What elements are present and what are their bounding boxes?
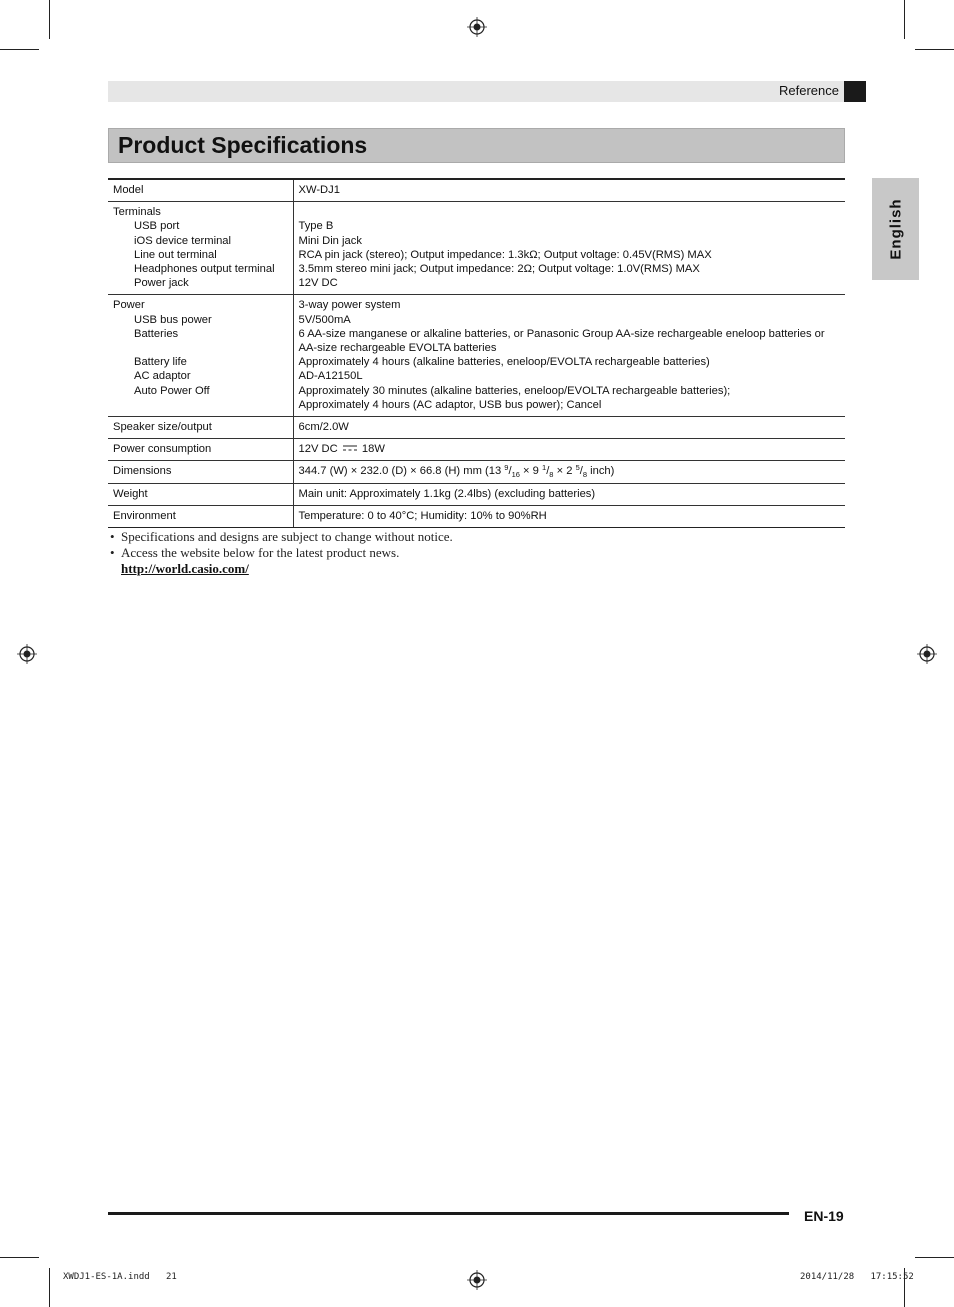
spec-value: × 2 <box>556 465 573 478</box>
section-label: Reference <box>779 83 839 98</box>
spec-value: Mini Din jack <box>298 234 362 247</box>
language-tab <box>872 178 919 280</box>
table-row <box>108 505 845 527</box>
registration-mark-icon <box>917 644 937 664</box>
language-tab-label: English <box>887 198 904 260</box>
spec-value: 344.7 (W) × 232.0 (D) × 66.8 (H) mm (13 <box>298 465 502 478</box>
spec-value: 3-way power system <box>298 299 401 312</box>
spec-sublabel: Line out terminal <box>134 248 217 261</box>
fraction-numerator: 9 <box>504 463 509 473</box>
section-marker <box>844 81 866 102</box>
table-row: Dimensions 344.7 (W) × 232.0 (D) × 66.8 (H) mm (13 $^9/_{16} \times 9$ $^1/_8 \times 2$ $^5/_8$ inch) <box>108 461 845 483</box>
table-row <box>108 483 845 505</box>
spec-label: Model <box>108 179 293 202</box>
fraction-denominator: 8 <box>549 470 554 480</box>
section-header-bar <box>108 81 866 102</box>
spec-sublabel: Battery life <box>134 356 187 369</box>
spec-value: 5V/500mA <box>298 313 351 326</box>
registration-mark-icon <box>17 644 37 664</box>
table-row <box>108 179 845 202</box>
spec-value: 18W <box>361 443 385 456</box>
slug-file: XWDJ1-ES-1A.indd 21 <box>63 1272 177 1282</box>
table-row <box>108 439 845 461</box>
spec-label: Environment <box>108 505 293 527</box>
casio-website-link[interactable]: http://world.casio.com/ <box>121 561 249 576</box>
fraction-numerator: 5 <box>575 463 580 473</box>
spec-value: 12V DC <box>298 443 338 456</box>
spec-label: Terminals <box>113 206 161 219</box>
spec-value: Approximately 30 minutes (alkaline batteries, eneloop/EVOLTA rechargeable batteries); <box>298 384 731 397</box>
spec-sublabel: Batteries <box>134 327 179 340</box>
crop-mark <box>49 0 50 39</box>
spec-value: Temperature: 0 to 40°C; Humidity: 10% to 90%RH <box>293 505 845 527</box>
spec-value: Type B <box>298 220 334 233</box>
spec-sublabel: iOS device terminal <box>134 234 231 247</box>
spec-value: Main unit: Approximately 1.1kg (2.4lbs) (excluding batteries) <box>293 483 845 505</box>
spec-sublabel: Auto Power Off <box>134 384 210 397</box>
spec-value: 6cm/2.0W <box>293 417 845 439</box>
spec-value: inch) <box>590 465 615 478</box>
page-number: EN-19 <box>804 1208 844 1224</box>
spec-label: Power <box>113 299 145 312</box>
footer-rule <box>108 1212 789 1215</box>
spec-value: 3.5mm stereo mini jack; Output impedance: 2Ω; Output voltage: 1.0V(RMS) MAX <box>298 263 700 275</box>
spec-label: Power consumption <box>108 439 293 461</box>
table-row <box>108 295 845 417</box>
crop-mark <box>915 1257 954 1258</box>
notes-list <box>109 529 809 577</box>
spec-value: Approximately 4 hours (AC adaptor, USB bus power); Cancel <box>298 398 602 411</box>
registration-mark-icon <box>467 17 487 37</box>
fraction-numerator: 1 <box>542 463 547 473</box>
dc-symbol-icon <box>343 445 357 451</box>
spec-label: Weight <box>108 483 293 505</box>
spec-value: XW-DJ1 <box>293 179 845 202</box>
page-title: Product Specifications <box>118 132 368 158</box>
table-row <box>108 417 845 439</box>
spec-sublabel: USB port <box>134 220 180 233</box>
table-row <box>108 202 845 295</box>
spec-sublabel: AC adaptor <box>134 370 191 383</box>
spec-sublabel: USB bus power <box>134 313 212 326</box>
spec-value: 6 AA-size manganese or alkaline batteries, or Panasonic Group AA-size rechargeable eneloop batteries or <box>298 327 825 340</box>
registration-mark-icon <box>467 1270 487 1290</box>
fraction-denominator: 16 <box>511 470 520 480</box>
crop-mark <box>904 0 905 39</box>
spec-sublabel: Headphones output terminal <box>134 263 275 276</box>
spec-value: RCA pin jack (stereo); Output impedance: 1.3kΩ; Output voltage: 0.45V(RMS) MAX <box>298 248 712 261</box>
spec-label: Dimensions <box>108 461 293 483</box>
spec-table <box>108 178 845 528</box>
crop-mark <box>915 49 954 50</box>
slug-timestamp: 2014/11/28 17:15:52 <box>800 1272 914 1282</box>
spec-label: Speaker size/output <box>108 417 293 439</box>
spec-value: AA-size rechargeable EVOLTA batteries <box>298 342 497 355</box>
spec-value: Approximately 4 hours (alkaline batteries, eneloop/EVOLTA rechargeable batteries) <box>298 356 710 369</box>
list-item: • Specifications and designs are subject to change without notice. <box>109 529 809 545</box>
page-title-bar <box>108 128 845 163</box>
spec-sublabel: Power jack <box>134 277 189 290</box>
spec-value: AD-A12150L <box>298 370 363 383</box>
fraction-denominator: 8 <box>582 470 588 480</box>
crop-mark <box>0 1257 39 1258</box>
list-item: • Access the website below for the latest product news. <box>109 545 809 561</box>
spec-value: × 9 <box>523 465 539 478</box>
crop-mark <box>49 1268 50 1307</box>
spec-value: 12V DC <box>298 277 338 290</box>
crop-mark <box>0 49 39 50</box>
